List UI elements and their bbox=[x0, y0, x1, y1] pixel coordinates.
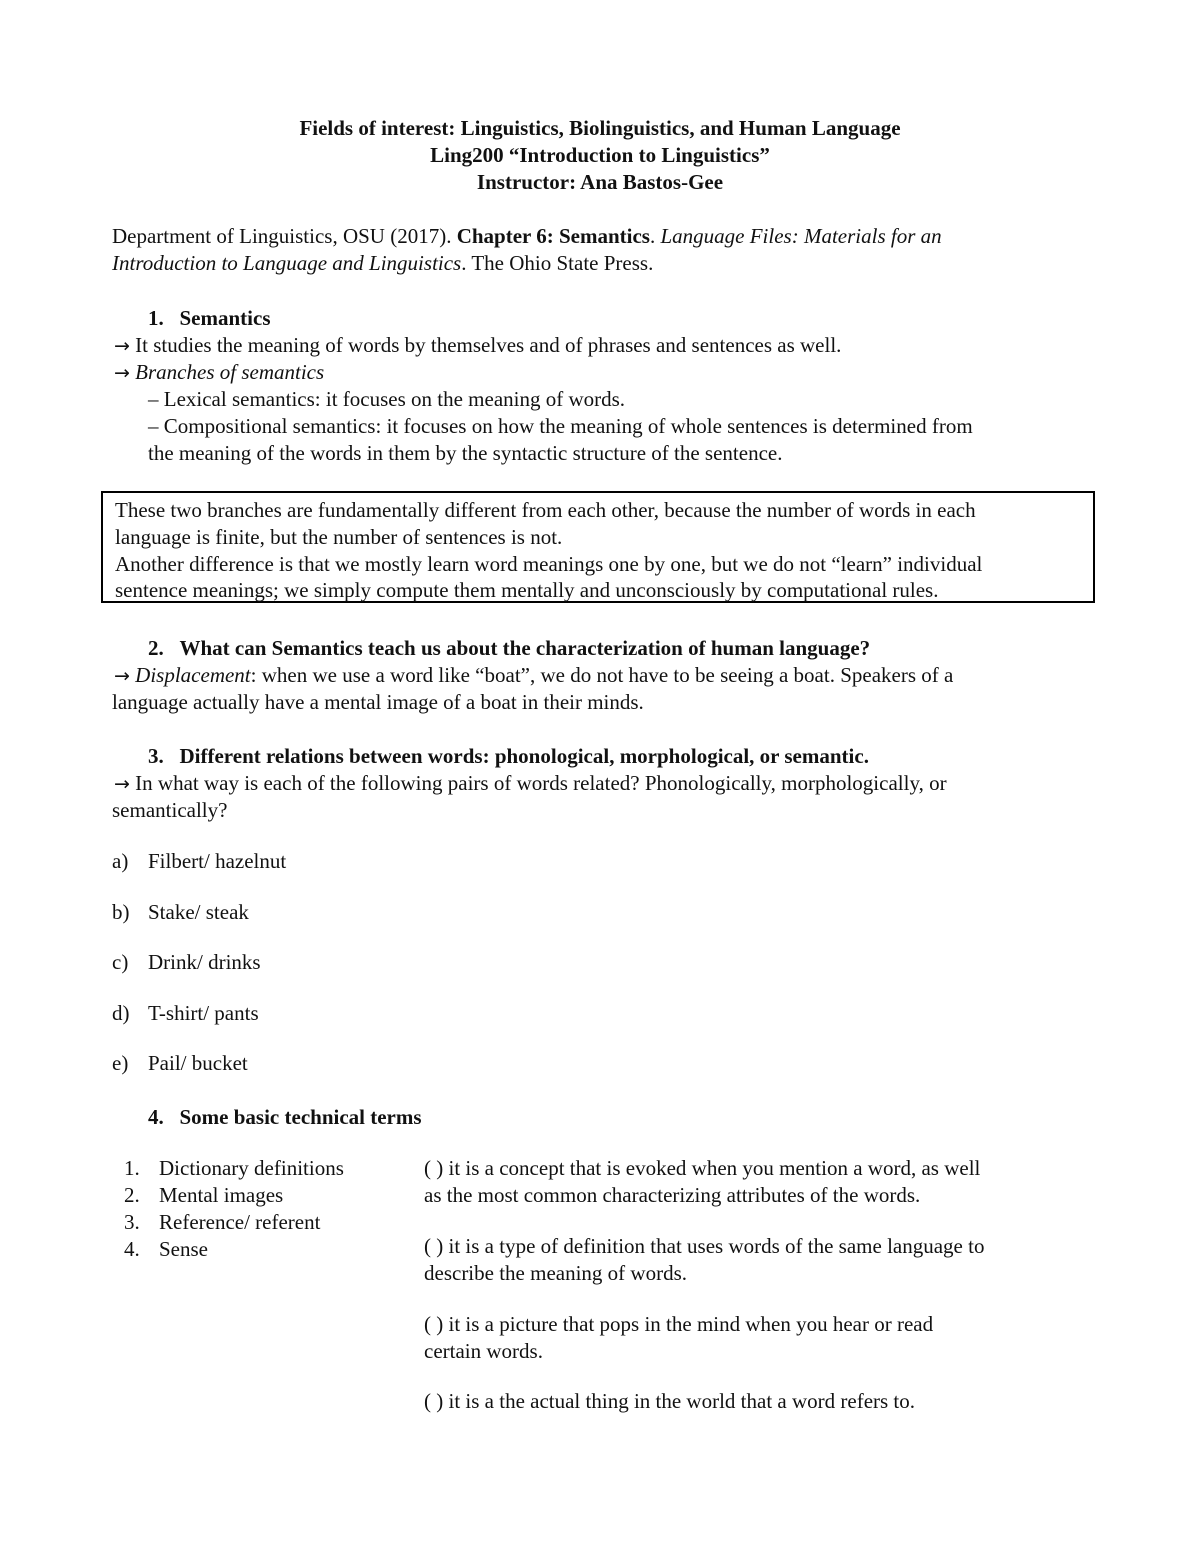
box-line-3: Another difference is that we mostly learn word meanings one by one, but we do not “learn” individual bbox=[115, 552, 983, 576]
term-item bbox=[124, 1236, 208, 1263]
citation-chapter: Chapter 6: Semantics bbox=[456, 224, 650, 248]
pair-letter: a) bbox=[112, 849, 129, 873]
section-1-point-2 bbox=[114, 359, 324, 387]
box-line-2: language is finite, but the number of sentences is not. bbox=[115, 525, 563, 549]
citation-department: Department of Linguistics, OSU (2017). bbox=[112, 224, 457, 248]
citation-line-2 bbox=[112, 250, 653, 277]
section-1-point-1 bbox=[114, 332, 841, 360]
citation-separator: . bbox=[649, 224, 661, 248]
pair-item-b bbox=[112, 899, 249, 926]
section-2-title: What can Semantics teach us about the characterization of human language? bbox=[179, 636, 871, 660]
section-3-question-text: In what way is each of the following pairs of words related? Phonologically, morphologically, or bbox=[135, 771, 947, 795]
box-line-4: sentence meanings; we simply compute them mentally and unconsciously by computational rules. bbox=[115, 578, 939, 602]
term-number: 2. bbox=[124, 1183, 140, 1207]
pair-text: Stake/ steak bbox=[148, 900, 249, 924]
section-3-number: 3. bbox=[148, 744, 164, 768]
section-4-heading bbox=[148, 1104, 422, 1131]
section-3-question-line-1 bbox=[114, 770, 947, 798]
citation-book-title-1: Language Files: Materials for an bbox=[660, 224, 942, 248]
definition-2-line-1: ( ) it is a type of definition that uses words of the same language to bbox=[424, 1234, 985, 1258]
displacement-term: Displacement bbox=[135, 663, 251, 687]
pair-item-e bbox=[112, 1050, 248, 1077]
pair-text: Drink/ drinks bbox=[148, 950, 261, 974]
definition-3-line-1: ( ) it is a picture that pops in the mind when you hear or read bbox=[424, 1312, 934, 1336]
definition-4-line-1: ( ) it is a the actual thing in the world that a word refers to. bbox=[424, 1389, 916, 1413]
arrow-icon: → bbox=[114, 362, 130, 384]
arrow-icon: → bbox=[114, 665, 130, 687]
arrow-icon: → bbox=[114, 773, 130, 795]
header-instructor: Instructor: Ana Bastos-Gee bbox=[476, 170, 724, 194]
section-2-line-2: language actually have a mental image of a boat in their minds. bbox=[112, 690, 644, 714]
compositional-semantics-line-1: – Compositional semantics: it focuses on how the meaning of whole sentences is determined from bbox=[148, 414, 973, 438]
section-3-title: Different relations between words: phonological, morphological, or semantic. bbox=[179, 744, 869, 768]
arrow-icon: → bbox=[114, 335, 130, 357]
box-line-1: These two branches are fundamentally different from each other, because the number of words in each bbox=[115, 498, 976, 522]
pair-item-a bbox=[112, 848, 286, 875]
term-text: Sense bbox=[159, 1237, 208, 1261]
term-text: Dictionary definitions bbox=[159, 1156, 344, 1180]
term-item bbox=[124, 1182, 283, 1209]
definition-2-line-2: describe the meaning of words. bbox=[424, 1261, 688, 1285]
definition-3-line-2: certain words. bbox=[424, 1339, 543, 1363]
section-1-point-1-text: It studies the meaning of words by themselves and of phrases and sentences as well. bbox=[135, 333, 842, 357]
definition-1-line-1: ( ) it is a concept that is evoked when you mention a word, as well bbox=[424, 1156, 981, 1180]
section-1-number: 1. bbox=[148, 306, 164, 330]
pair-item-c bbox=[112, 949, 261, 976]
term-number: 4. bbox=[124, 1237, 140, 1261]
section-1-heading bbox=[148, 305, 271, 332]
header-course-title: Ling200 “Introduction to Linguistics” bbox=[430, 143, 770, 167]
pair-letter: e) bbox=[112, 1051, 129, 1075]
term-text: Mental images bbox=[159, 1183, 284, 1207]
citation-book-title-2: Introduction to Language and Linguistics bbox=[112, 251, 462, 275]
section-3-heading bbox=[148, 743, 869, 770]
pair-letter: c) bbox=[112, 950, 129, 974]
section-2-line-1-text: : when we use a word like “boat”, we do not have to be seeing a boat. Speakers of a bbox=[250, 663, 954, 687]
highlight-box bbox=[101, 491, 1095, 603]
section-4-number: 4. bbox=[148, 1105, 164, 1129]
section-1-point-2-text: Branches of semantics bbox=[135, 360, 325, 384]
lexical-semantics-item: – Lexical semantics: it focuses on the meaning of words. bbox=[148, 387, 626, 411]
section-4-title: Some basic technical terms bbox=[179, 1105, 422, 1129]
pair-letter: b) bbox=[112, 900, 130, 924]
term-text: Reference/ referent bbox=[159, 1210, 321, 1234]
pair-text: Pail/ bucket bbox=[148, 1051, 248, 1075]
definition-1-line-2: as the most common characterizing attributes of the words. bbox=[424, 1183, 921, 1207]
citation-line-1 bbox=[112, 223, 942, 250]
section-2-line-1 bbox=[114, 662, 953, 690]
citation-publisher: . The Ohio State Press. bbox=[461, 251, 654, 275]
term-item bbox=[124, 1209, 320, 1236]
pair-letter: d) bbox=[112, 1001, 130, 1025]
pair-text: T-shirt/ pants bbox=[148, 1001, 259, 1025]
section-2-heading bbox=[148, 635, 870, 662]
compositional-semantics-line-2: the meaning of the words in them by the syntactic structure of the sentence. bbox=[148, 441, 783, 465]
term-number: 3. bbox=[124, 1210, 140, 1234]
header-fields-of-interest: Fields of interest: Linguistics, Biolinguistics, and Human Language bbox=[299, 116, 901, 140]
section-2-number: 2. bbox=[148, 636, 164, 660]
pair-item-d bbox=[112, 1000, 259, 1027]
pair-text: Filbert/ hazelnut bbox=[148, 849, 287, 873]
section-3-question-line-2: semantically? bbox=[112, 798, 228, 822]
term-item bbox=[124, 1155, 344, 1182]
term-number: 1. bbox=[124, 1156, 140, 1180]
section-1-title: Semantics bbox=[179, 306, 271, 330]
